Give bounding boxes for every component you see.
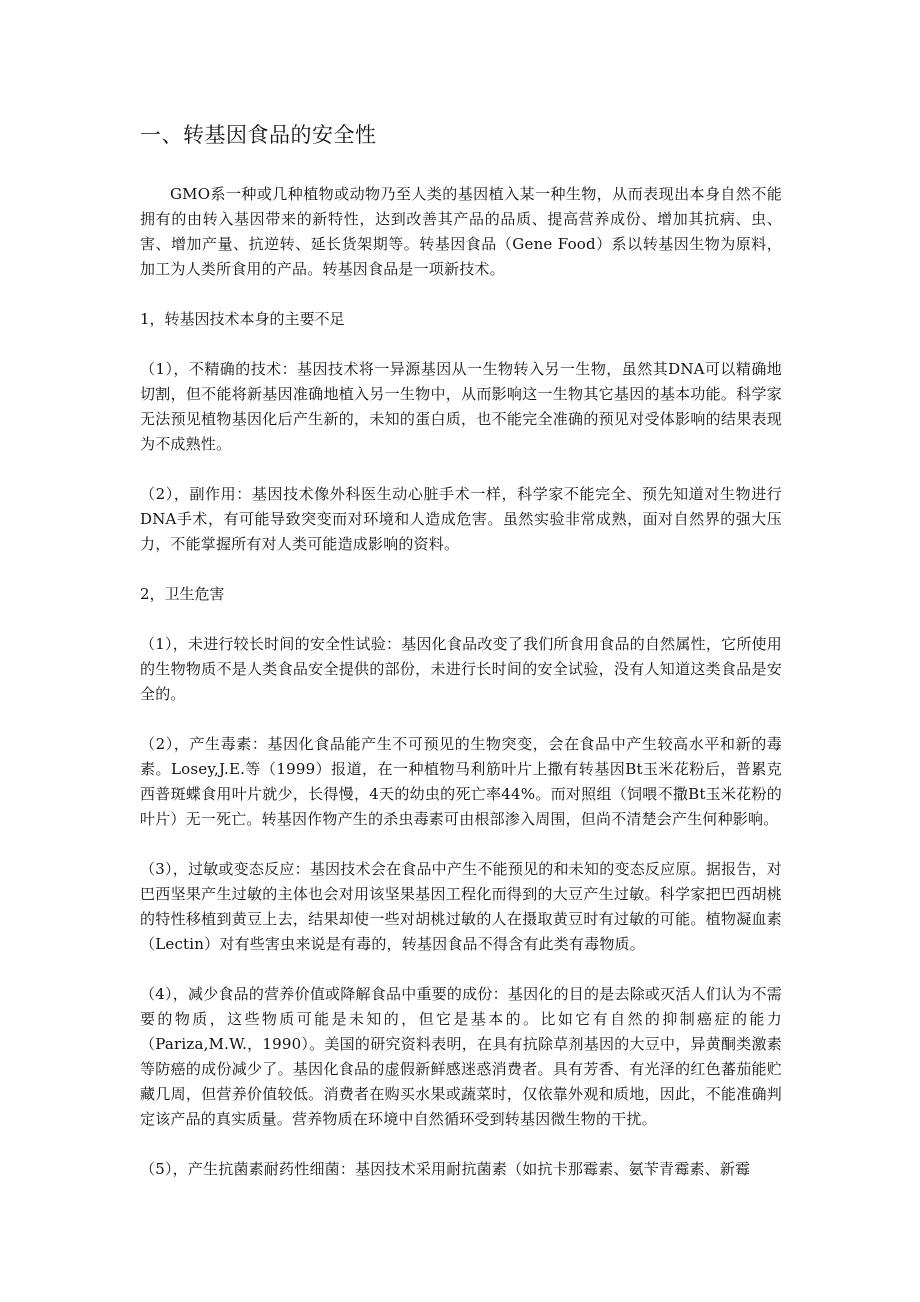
section-1-paragraph-1: （1），不精确的技术：基因技术将一异源基因从一生物转入另一生物，虽然其DNA可以精确地切割，但不能将新基因准确地植入另一生物中，从而影响这一生物其它基因的基本功能。科学家无法预见植物基因化后产生新的，未知的蛋白质，也不能完全准确的预见对受体影响的结果表现为不成熟性。	[140, 360, 782, 453]
document-body	[140, 118, 782, 1207]
section-2-paragraph-3: （3），过敏或变态反应：基因技术会在食品中产生不能预见的和未知的变态反应原。据报告，对巴西坚果产生过敏的主体也会对用该坚果基因工程化而得到的大豆产生过敏。科学家把巴西胡桃的特性移植到黄豆上去，结果却使一些对胡桃过敏的人在摄取黄豆时有过敏的可能。植物凝血素（Lectin）对有些害虫来说是有毒的，转基因食品不得含有此类有毒物质。	[140, 860, 782, 953]
section-2-paragraph-2: （2），产生毒素：基因化食品能产生不可预见的生物突变，会在食品中产生较高水平和新的毒素。Losey,J.E.等（1999）报道，在一种植物马利筋叶片上撒有转基因Bt玉米花粉后，普累克西普斑蝶食用叶片就少，长得慢，4天的幼虫的死亡率44%。而对照组（饲喂不撒Bt玉米花粉的叶片）无一死亡。转基因作物产生的杀虫毒素可由根部渗入周围，但尚不清楚会产生何种影响。	[140, 735, 782, 828]
section-1-paragraph-2: （2），副作用：基因技术像外科医生动心脏手术一样，科学家不能完全、预先知道对生物进行DNA手术，有可能导致突变而对环境和人造成危害。虽然实验非常成熟，面对自然界的强大压力，不能掌握所有对人类可能造成影响的资料。	[140, 485, 782, 553]
document-title: 一、转基因食品的安全性	[140, 123, 377, 147]
section-1-heading: 1，转基因技术本身的主要不足	[140, 310, 345, 328]
section-2-heading: 2，卫生危害	[140, 585, 225, 603]
section-2-paragraph-1: （1），未进行较长时间的安全性试验：基因化食品改变了我们所食用食品的自然属性，它所使用的生物物质不是人类食品安全提供的部份，未进行长时间的安全试验，没有人知道这类食品是安全的。	[140, 635, 782, 703]
section-2-paragraph-4: （4），减少食品的营养价值或降解食品中重要的成份：基因化的目的是去除或灭活人们认为不需要的物质，这些物质可能是未知的，但它是基本的。比如它有自然的抑制癌症的能力（Pariza,M.W.，1990）。美国的研究资料表明，在具有抗除草剂基因的大豆中，异黄酮类激素等防癌的成份减少了。基因化食品的虚假新鲜感迷惑消费者。具有芳香、有光泽的红色蕃茄能贮藏几周，但营养价值较低。消费者在购买水果或蔬菜时，仅依靠外观和质地，因此，不能准确判定该产品的真实质量。营养物质在环境中自然循环受到转基因微生物的干扰。	[140, 985, 782, 1128]
intro-paragraph: GMO系一种或几种植物或动物乃至人类的基因植入某一种生物，从而表现出本身自然不能拥有的由转入基因带来的新特性，达到改善其产品的品质、提高营养成份、增加其抗病、虫、害、增加产量、抗逆转、延长货架期等。转基因食品（Gene Food）系以转基因生物为原料，加工为人类所食用的产品。转基因食品是一项新技术。	[140, 185, 782, 278]
section-2-paragraph-5: （5），产生抗菌素耐药性细菌：基因技术采用耐抗菌素（如抗卡那霉素、氨苄青霉素、新霉	[140, 1160, 751, 1178]
